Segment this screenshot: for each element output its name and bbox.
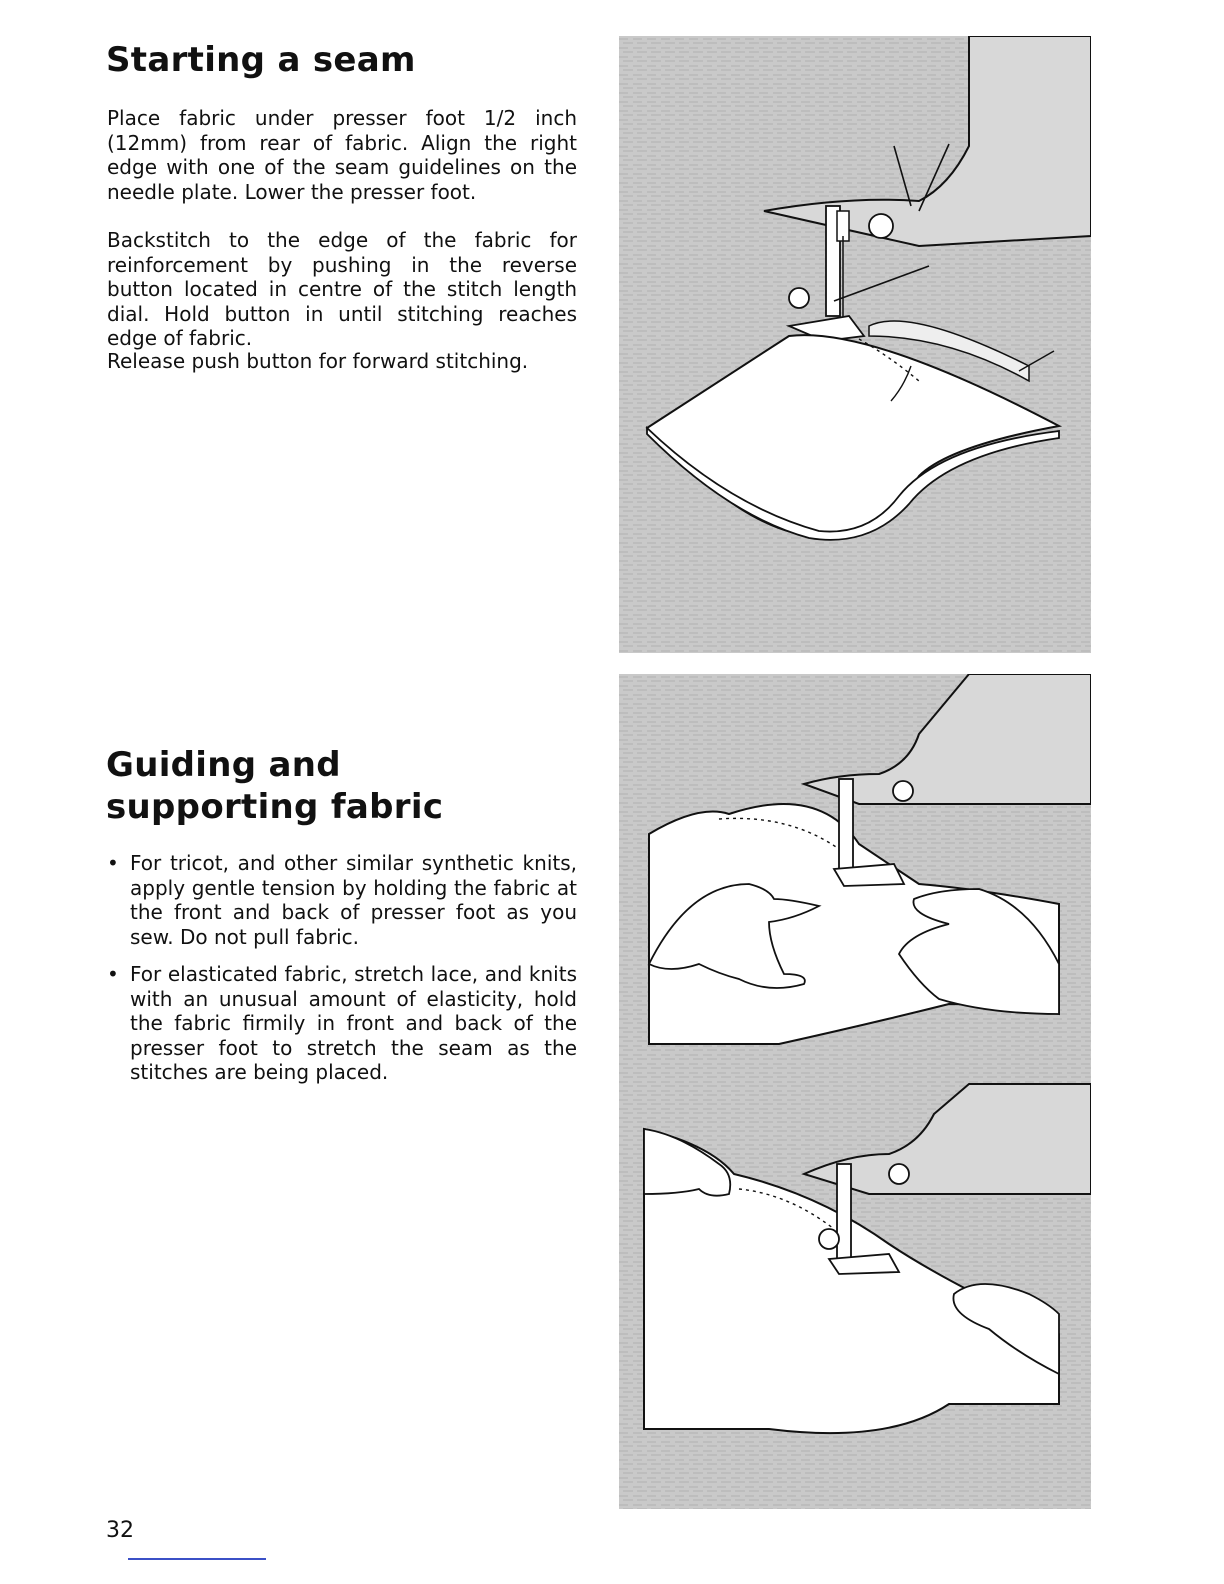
page-number: 32	[106, 1518, 134, 1543]
illustration-starting-seam	[619, 36, 1091, 653]
hands-guiding-fabric-icon	[619, 674, 1091, 1509]
sewing-machine-fabric-icon	[619, 36, 1091, 653]
bullet-text-elasticated: For elasticated fabric, stretch lace, and knits with an unusual amount of elasticity, hold the fabric firmily in front and back of the presser foot to stretch the seam as the stitches are being placed.	[130, 962, 577, 1084]
bullet-text-tricot: For tricot, and other similar synthetic knits, apply gentle tension by holding the fabric at the front and back of presser foot as you sew. Do not pull fabric.	[130, 851, 577, 949]
illustration-guiding-fabric	[619, 674, 1091, 1509]
bullet-icon: •	[107, 962, 119, 986]
paragraph-release-button: Release push button for forward stitching.	[107, 349, 529, 373]
paragraph-backstitch: Backstitch to the edge of the fabric for reinforcement by pushing in the reverse button located in centre of the stitch length dial. Hold button in until stitching reaches edge of fabric.	[107, 228, 577, 350]
list-item	[107, 851, 577, 949]
section-title-starting-a-seam: Starting a seam	[106, 40, 416, 80]
bullet-icon: •	[107, 851, 119, 875]
section-title-guiding-line2: supporting fabric	[106, 787, 444, 827]
section-title-guiding-line1: Guiding and	[106, 745, 341, 785]
guiding-bullet-list	[107, 851, 577, 1098]
footer-rule	[128, 1558, 266, 1560]
list-item	[107, 962, 577, 1085]
paragraph-place-fabric: Place fabric under presser foot 1/2 inch (12mm) from rear of fabric. Align the right edge with one of the seam guidelines on the needle plate. Lower the presser foot.	[107, 106, 577, 204]
